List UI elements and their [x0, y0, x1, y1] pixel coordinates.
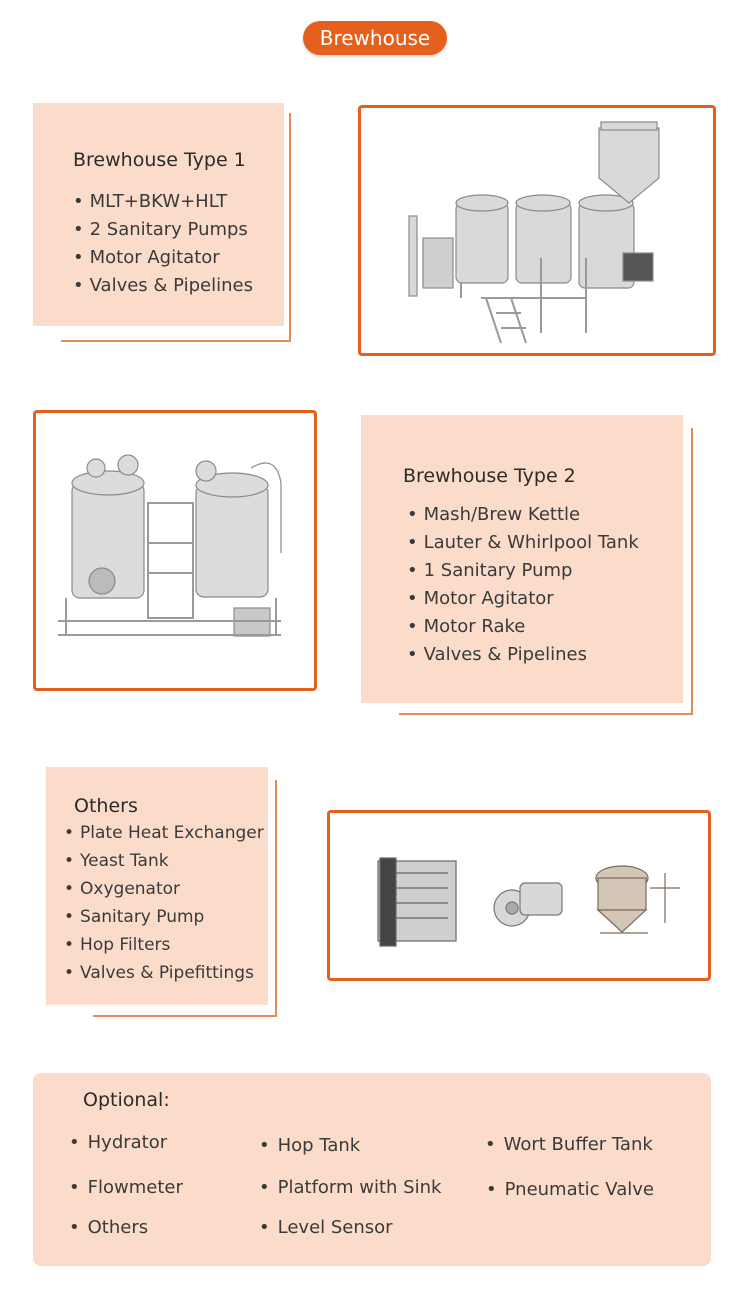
list-item: • Motor Agitator: [73, 244, 253, 272]
list-item: • Lauter & Whirlpool Tank: [407, 529, 639, 557]
optional-item: • Wort Buffer Tank: [485, 1134, 653, 1155]
optional-item: • Pneumatic Valve: [486, 1179, 654, 1200]
optional-item: • Hydrator: [69, 1132, 167, 1153]
list-item: • Mash/Brew Kettle: [407, 501, 639, 529]
optional-panel: [33, 1073, 711, 1266]
list-item: • Valves & Pipefittings: [64, 959, 264, 987]
type1-equipment-photo: [358, 105, 716, 356]
brewhouse-title-badge: Brewhouse: [303, 21, 447, 55]
list-item: • Valves & Pipelines: [407, 641, 639, 669]
optional-item: • Level Sensor: [259, 1217, 393, 1238]
list-item: • Oxygenator: [64, 875, 264, 903]
list-item: • Plate Heat Exchanger: [64, 819, 264, 847]
optional-item: • Others: [69, 1217, 148, 1238]
list-item: • MLT+BKW+HLT: [73, 188, 253, 216]
optional-item: • Flowmeter: [69, 1177, 183, 1198]
others-list: [64, 819, 264, 987]
list-item: • Hop Filters: [64, 931, 264, 959]
sanitary-pump-icon: [494, 883, 562, 926]
plate-heat-exchanger-icon: [378, 858, 456, 946]
type2-card: [361, 415, 683, 703]
list-item: • Yeast Tank: [64, 847, 264, 875]
others-equipment-photo: [327, 810, 711, 981]
type1-list: [73, 188, 253, 300]
optional-item: • Platform with Sink: [259, 1177, 441, 1198]
others-title: Others: [74, 795, 138, 817]
type2-equipment-photo: [33, 410, 317, 691]
type1-title: Brewhouse Type 1: [73, 149, 246, 171]
type2-list: [407, 501, 639, 669]
list-item: • Valves & Pipelines: [73, 272, 253, 300]
optional-title: Optional:: [83, 1089, 170, 1111]
type1-card: [33, 103, 284, 326]
list-item: • 2 Sanitary Pumps: [73, 216, 253, 244]
list-item: • Motor Agitator: [407, 585, 639, 613]
list-item: • 1 Sanitary Pump: [407, 557, 639, 585]
list-item: • Motor Rake: [407, 613, 639, 641]
filter-unit-icon: [596, 866, 680, 933]
optional-item: • Hop Tank: [259, 1135, 360, 1156]
list-item: • Sanitary Pump: [64, 903, 264, 931]
type2-title: Brewhouse Type 2: [403, 465, 576, 487]
others-card: [46, 767, 268, 1005]
